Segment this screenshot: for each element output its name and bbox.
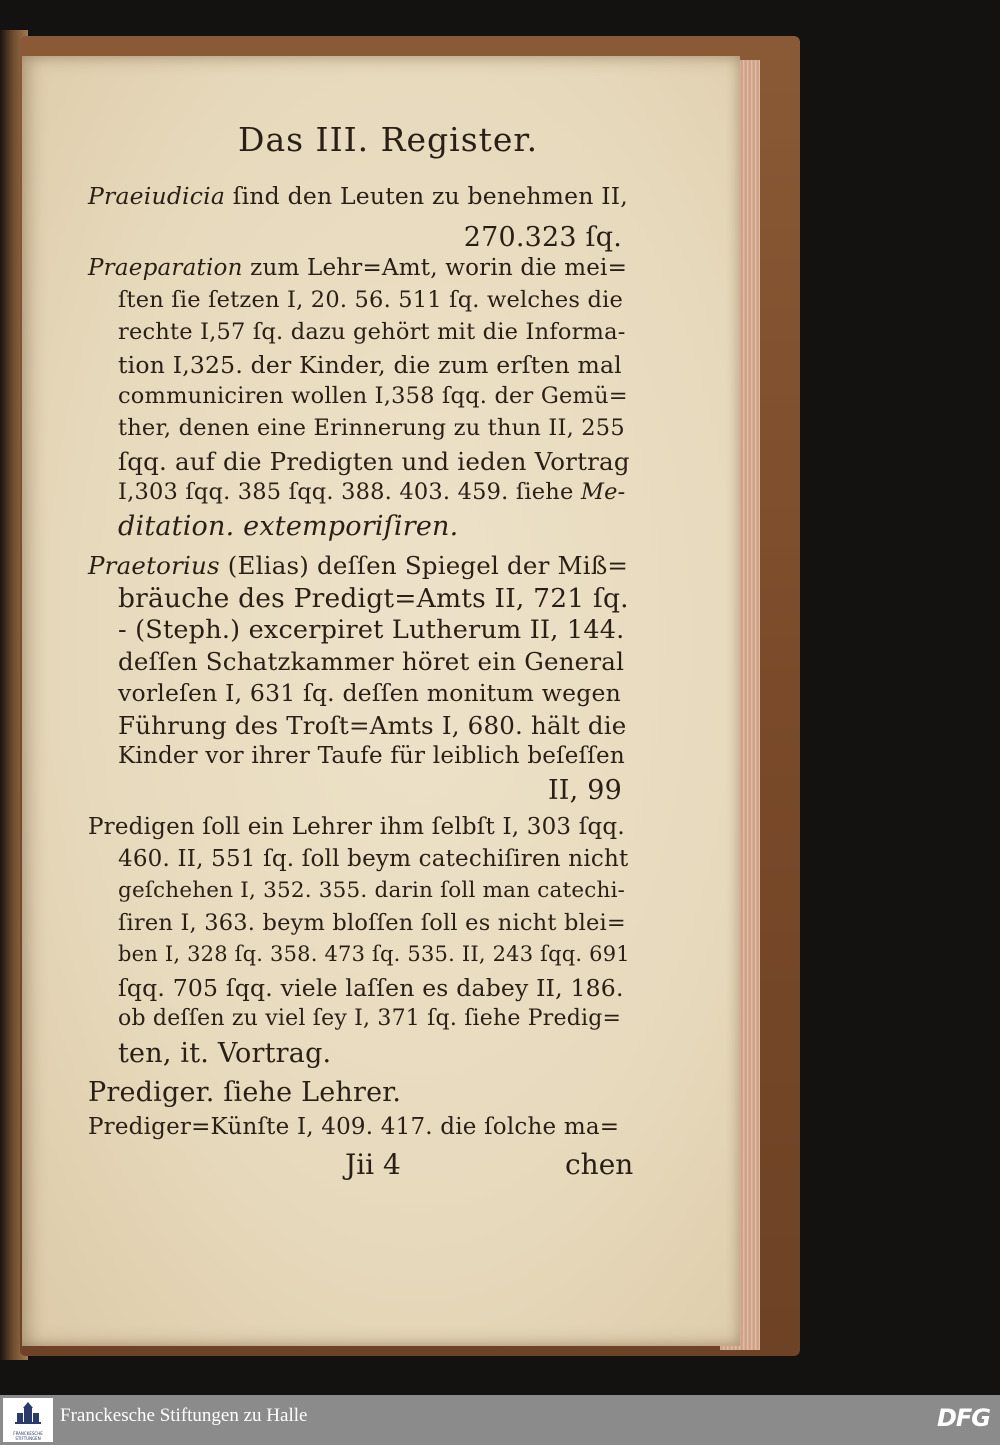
entry-continuation-line: [118, 743, 625, 769]
text-segment: bräuche des Predigt=Amts II, 721 ſq.: [118, 583, 629, 614]
italic-segment: Praeiudicia: [88, 182, 226, 210]
text-segment: tion I,325. der Kinder, die zum erſten mal: [118, 351, 622, 379]
entry-headword-line: [88, 551, 628, 580]
entry-continuation-line: [118, 679, 621, 707]
entry-headword-line: [88, 182, 628, 210]
text-segment: ob deſſen zu viel ſey I, 371 ſq. ſiehe Predig=: [118, 1006, 622, 1031]
text-segment: ſiren I, 363. beym bloſſen ſoll es nicht blei=: [118, 910, 626, 936]
entry-continuation-line: [118, 942, 630, 966]
text-segment: geſchehen I, 352. 355. darin ſoll man catechi-: [118, 878, 626, 903]
entry-continuation-line: [118, 615, 624, 645]
dfg-logo[interactable]: DFG: [936, 1404, 990, 1432]
text-segment: ten, it. Vortrag.: [118, 1038, 332, 1069]
entry-continuation-line: [118, 878, 625, 903]
italic-segment: Praetorius: [88, 551, 220, 580]
text-segment: ben I, 328 ſq. 358. 473 ſq. 535. II, 243 ſqq. 691: [118, 942, 630, 966]
catchword: chen: [565, 1148, 634, 1181]
entry-continuation-line: [118, 1038, 331, 1069]
text-segment: zum Lehr=Amt, worin die mei=: [242, 255, 628, 281]
text-segment: vorleſen I, 631 ſq. deſſen monitum wegen: [118, 679, 621, 707]
text-segment: communiciren wollen I,358 ſqq. der Gemü=: [118, 383, 628, 409]
text-segment: (Elias) deſſen Spiegel der Miß=: [219, 551, 629, 580]
entry-continuation-line: [118, 846, 628, 872]
text-segment: ſten ſie ſetzen I, 20. 56. 511 ſq. welches die: [118, 287, 624, 313]
entry-continuation-line: [118, 1006, 621, 1031]
institution-logo[interactable]: [3, 1398, 53, 1442]
entry-continuation-line: [118, 583, 629, 614]
entry-continuation-line: [118, 319, 626, 345]
italic-segment: Me-: [580, 479, 626, 505]
text-segment: I,303 ſqq. 385 ſqq. 388. 403. 459. ſiehe: [118, 479, 581, 505]
entry-continuation-line: [464, 222, 622, 253]
text-segment: Prediger. ſiehe Lehrer.: [88, 1077, 402, 1108]
entry-headword-line: [88, 814, 625, 840]
entry-continuation-line: [118, 479, 625, 505]
institution-name[interactable]: Franckesche Stiftungen zu Halle: [60, 1405, 308, 1426]
entry-continuation-line: [118, 974, 624, 1002]
entry-headword-line: [88, 255, 627, 281]
text-segment: 460. II, 551 ſq. ſoll beym catechiſiren nicht: [118, 846, 629, 872]
italic-segment: ditation. extemporiſiren.: [118, 511, 459, 542]
entry-continuation-line: [548, 775, 622, 806]
logo-text: FRANCKESCHE STIFTUNGEN: [13, 1431, 43, 1441]
text-segment: Kinder vor ihrer Taufe für leiblich beſeſſen: [118, 743, 625, 769]
text-segment: Führung des Troſt=Amts I, 680. hält die: [118, 711, 627, 740]
entry-continuation-line: [118, 647, 624, 676]
text-segment: 270.323 ſq.: [463, 222, 622, 253]
text-segment: ſind den Leuten zu benehmen II,: [225, 182, 628, 210]
orphanage-building-icon: [3, 1398, 53, 1432]
text-segment: ther, denen eine Erinnerung zu thun II, 255: [118, 415, 625, 441]
text-segment: ſqq. auf die Predigten und ieden Vortrag: [118, 447, 630, 476]
entry-continuation-line: [118, 287, 623, 313]
text-segment: rechte I,57 ſq. dazu gehört mit die Informa-: [118, 319, 626, 345]
entry-continuation-line: [118, 415, 625, 441]
entry-continuation-line: [118, 447, 630, 476]
signature-mark: Jii 4: [345, 1148, 401, 1181]
entry-headword-line: [88, 1077, 401, 1108]
viewer-footer: [0, 1395, 1000, 1445]
entry-continuation-line: [118, 351, 622, 379]
entry-continuation-line: [118, 383, 628, 409]
entry-continuation-line: [118, 711, 626, 740]
text-segment: Predigen ſoll ein Lehrer ihm ſelbſt I, 303 ſqq.: [88, 814, 625, 840]
text-segment: Prediger=Künſte I, 409. 417. die ſolche ma=: [88, 1114, 620, 1140]
entry-continuation-line: [118, 511, 458, 542]
entry-headword-line: [88, 1114, 619, 1140]
text-segment: ſqq. 705 ſqq. viele laſſen es dabey II, 186.: [118, 974, 624, 1002]
text-segment: II, 99: [547, 775, 622, 806]
italic-segment: Praeparation: [88, 255, 243, 281]
text-segment: - (Steph.) excerpiret Lutherum II, 144.: [118, 615, 625, 645]
entry-continuation-line: [118, 910, 626, 936]
text-segment: deſſen Schatzkammer höret ein General: [118, 647, 625, 676]
running-head: Das III. Register.: [238, 120, 539, 159]
